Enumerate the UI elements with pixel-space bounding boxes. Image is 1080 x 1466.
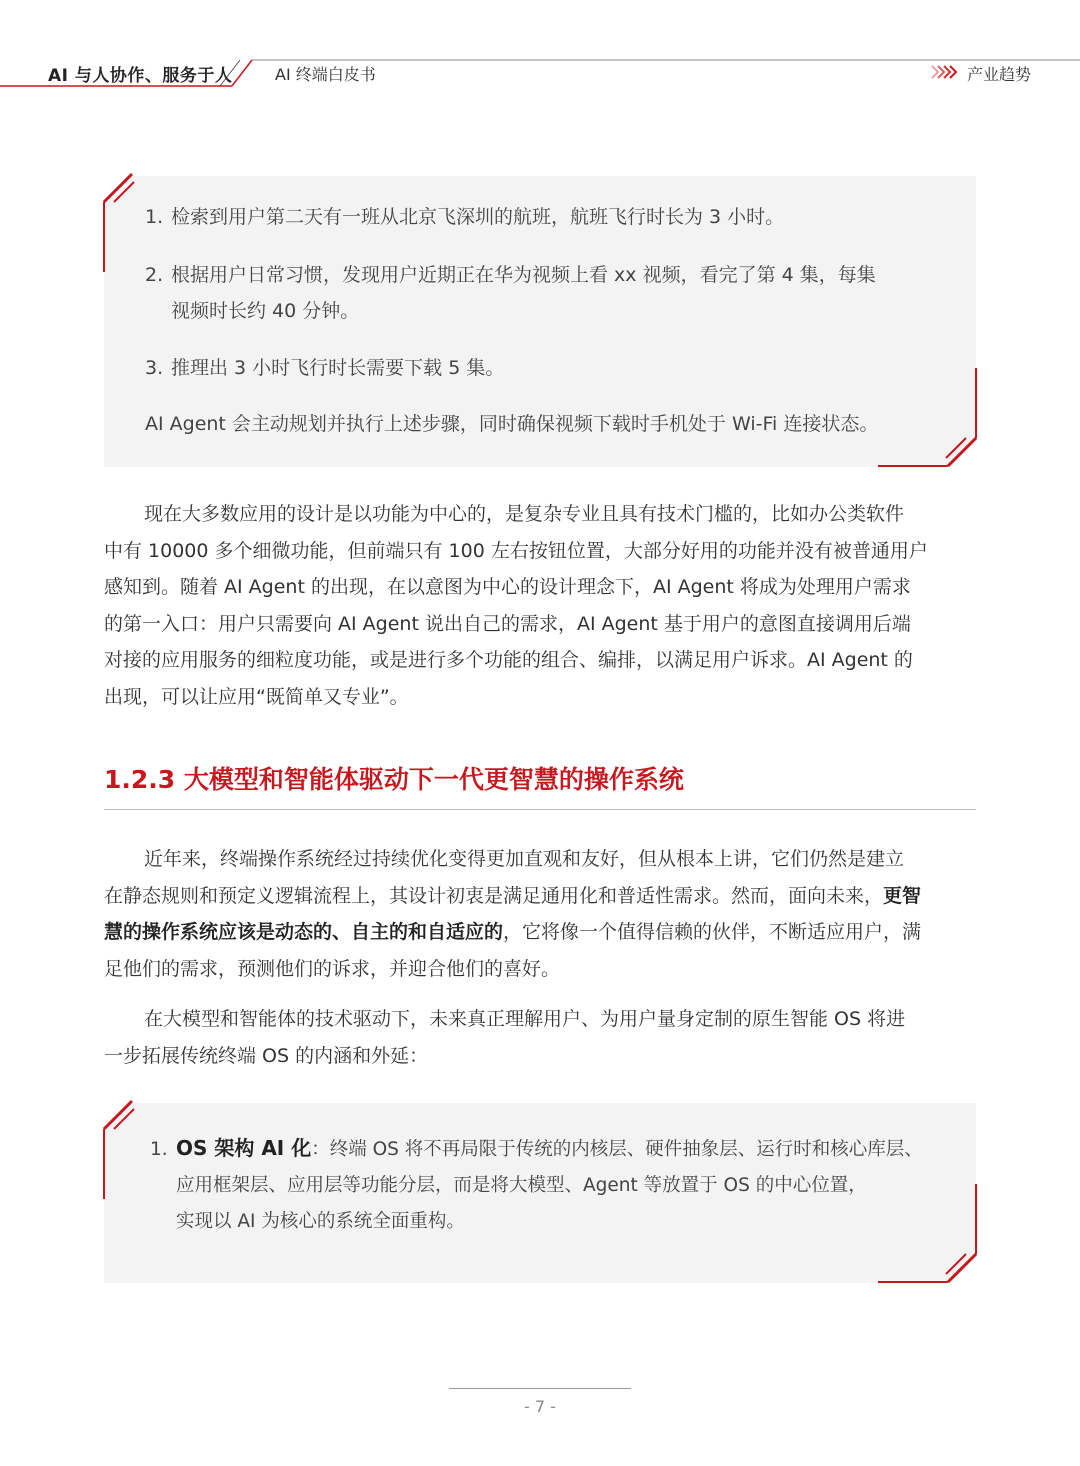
list-text-continued: 应用框架层、应用层等功能分层，而是将大模型、Agent 等放置于 OS 的中心位置， [176,1175,867,1196]
footer-rule [449,1388,631,1389]
paragraph-line: 足他们的需求，预测他们的诉求，并迎合他们的喜好。 [104,957,561,980]
list-text-continued: 视频时长约 40 分钟。 [171,300,360,322]
callout-note: AI Agent 会主动规划并执行上述步骤，同时确保视频下载时手机处于 Wi-Fi 连接状态。 [145,413,879,435]
paragraph-line: 一步拓展传统终端 OS 的内涵和外延： [104,1044,429,1067]
list-text: ：终端 OS 将不再局限于传统的内核层、硬件抽象层、运行时和核心库层、 [311,1139,923,1160]
paragraph-text: ，它将像一个值得信赖的伙伴，不断适应用户，满 [503,921,922,943]
paragraph-line [104,914,976,951]
paragraph-line: 近年来，终端操作系统经过持续优化变得更加直观和友好，但从根本上讲，它们仍然是建立 [144,848,905,870]
callout-corner-bottom-right [874,366,980,472]
chevron-right-icon [930,64,960,80]
list-number: 1. [150,1139,168,1160]
paragraph-line: 在大模型和智能体的技术驱动下，未来真正理解用户、为用户量身定制的原生智能 OS 将进 [144,1008,906,1030]
list-text: 检索到用户第二天有一班从北京飞深圳的航班，航班飞行时长为 3 小时。 [171,206,785,228]
list-text: 根据用户日常习惯，发现用户近期正在华为视频上看 xx 视频，看完了第 4 集，每集 [171,264,876,286]
body-paragraph [104,841,976,987]
list-item [145,350,504,386]
callout-corner-top-left [100,1099,140,1203]
body-paragraph [104,496,976,715]
page-number: - 7 - [524,1397,556,1416]
paragraph-line: 的第一入口：用户只需要向 AI Agent 说出自己的需求，AI Agent 基于用户的意图直接调用后端 [104,612,911,635]
list-item [150,1130,923,1240]
paragraph-line: 对接的应用服务的细粒度功能，或是进行多个功能的组合、编排，以满足用户诉求。AI Agent 的 [104,649,913,671]
page-header [0,0,1080,90]
list-number: 3. [145,357,164,379]
list-item-title: OS 架构 AI 化 [176,1136,312,1160]
section-heading-rule [104,809,976,810]
list-number: 1. [145,206,164,228]
list-item [145,199,784,235]
list-item [145,257,876,329]
section-heading: 1.2.3 大模型和智能体驱动下一代更智慧的操作系统 [104,765,684,794]
paragraph-line: 感知到。随着 AI Agent 的出现，在以意图为中心的设计理念下，AI Agent 将成为处理用户需求 [104,576,911,598]
paragraph-line: 中有 10000 多个细微功能，但前端只有 100 左右按钮位置，大部分好用的功能并没有被普通用户 [104,539,928,562]
paragraph-line [104,878,976,915]
body-paragraph [104,1001,976,1074]
header-series-title: AI 与人协作、服务于人 [48,66,233,86]
header-section-label: 产业趋势 [967,65,1032,84]
emphasis-text: 更智 [883,884,922,907]
paragraph-line: 现在大多数应用的设计是以功能为中心的，是复杂专业且具有技术门槛的，比如办公类软件 [144,503,905,525]
list-number: 2. [145,264,164,286]
emphasis-text: 慧的操作系统应该是动态的、自主的和自适应的 [104,921,504,943]
list-text: 推理出 3 小时飞行时长需要下载 5 集。 [171,357,505,379]
paragraph-text: 在静态规则和预定义逻辑流程上，其设计初衷是满足通用化和普适性需求。然而，面向未来， [104,884,884,907]
callout-corner-top-left [100,172,140,276]
list-text-continued: 实现以 AI 为核心的系统全面重构。 [176,1211,465,1232]
header-document-title: AI 终端白皮书 [275,65,376,84]
paragraph-line: 出现，可以让应用“既简单又专业”。 [104,685,409,708]
